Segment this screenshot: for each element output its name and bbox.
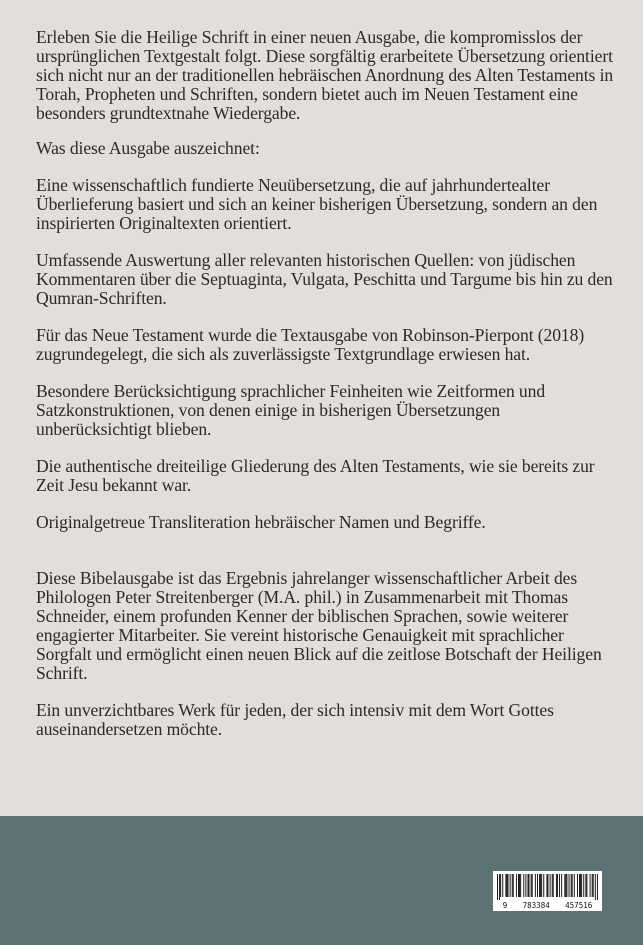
barcode-bar <box>505 874 506 897</box>
barcode-bar <box>586 874 587 897</box>
barcode-bar <box>528 874 529 897</box>
feature-item: Für das Neue Testament wurde die Textausgabe von Robinson-Pierpont (2018) zugrundegelegt, die sich als zuverlässigste Textgrundlage erwiesen hat. <box>36 325 585 364</box>
barcode-bar <box>540 874 541 897</box>
barcode-bar <box>497 874 498 900</box>
barcode-bar <box>595 874 596 900</box>
barcode-bar <box>548 874 549 897</box>
barcode-bar <box>539 874 540 897</box>
features-heading: Was diese Ausgabe auszeichnet: <box>36 138 260 158</box>
barcode-bar <box>579 874 580 897</box>
barcode-bar <box>502 874 503 897</box>
barcode-bar <box>531 874 532 897</box>
barcode-bar <box>525 874 526 897</box>
barcode-bar <box>564 874 565 897</box>
barcode-digit-group: 783384 <box>522 901 550 910</box>
barcode-bar <box>510 874 511 897</box>
barcode-bar <box>590 874 591 897</box>
barcode-bar <box>581 874 582 897</box>
barcode-bar <box>556 874 557 897</box>
barcode-bar <box>565 874 566 897</box>
barcode-bars <box>497 874 598 900</box>
closing-paragraph: Ein unverzichtbares Werk für jeden, der sich intensiv mit dem Wort Gottes auseinandersetzen möchte. <box>36 700 554 739</box>
barcode-bar <box>523 874 524 897</box>
barcode-bar <box>506 874 507 897</box>
barcode-bar <box>569 874 570 897</box>
intro-paragraph: Erleben Sie die Heilige Schrift in einer neuen Ausgabe, die kompromisslos der ursprünglichen Textgestalt folgt. Diese sorgfältig erarbeitete Übersetzung orientiert sich nicht nur an der traditionellen hebräischen Anordnung des Alten Testaments in Torah, Propheten und Schriften, sondern bietet auch im Neuen Testament eine besonders grundtextnahe Wiedergabe. <box>36 27 614 123</box>
barcode-bar <box>566 874 567 897</box>
barcode-bar <box>516 874 517 897</box>
barcode-bar <box>552 874 553 897</box>
barcode-bar <box>593 874 594 897</box>
barcode-bar <box>512 874 513 897</box>
barcode-bar <box>541 874 542 897</box>
feature-item: Umfassende Auswertung aller relevanten historischen Quellen: von jüdischen Kommentaren über die Septuaginta, Vulgata, Peschitta und Targume bis hin zu den Qumran-Schriften. <box>36 250 613 308</box>
barcode-bar <box>499 874 500 900</box>
barcode-bar <box>577 874 578 897</box>
barcode-bar <box>513 874 514 897</box>
barcode-bar <box>559 874 560 897</box>
barcode-bar <box>574 874 575 897</box>
barcode-bar <box>553 874 554 897</box>
barcode-bar <box>518 874 519 897</box>
about-paragraph: Diese Bibelausgabe ist das Ergebnis jahrelanger wissenschaftlicher Arbeit des Philologen Peter Streitenberger (M.A. phil.) in Zusammenarbeit mit Thomas Schneider, einem profunden Kenner der biblischen Sprachen, sowie weiterer engagierter Mitarbeiter. Sie vereint historische Genauigkeit mit sprachlicher Sorgfalt und ermöglicht einen neuen Blick auf die zeitlose Botschaft der Heiligen Schrift. <box>36 568 602 683</box>
barcode-bar <box>532 874 533 897</box>
feature-item: Die authentische dreiteilige Gliederung des Alten Testaments, wie sie bereits zur Zeit Jesu bekannt war. <box>36 456 595 495</box>
barcode-bar <box>592 874 593 897</box>
barcode-bar <box>508 874 509 897</box>
barcode-bar <box>500 874 501 897</box>
barcode-bar <box>520 874 521 897</box>
barcode-bar <box>543 874 544 897</box>
barcode-bar <box>583 874 584 897</box>
feature-item: Originalgetreue Transliteration hebräischer Namen und Begriffe. <box>36 512 486 532</box>
barcode-digit-group: 457516 <box>565 901 593 910</box>
barcode-bar <box>519 874 520 897</box>
barcode-bar <box>535 874 536 897</box>
barcode-bar <box>529 874 530 897</box>
barcode-digit-group: 9 <box>502 901 508 910</box>
barcode-bar <box>580 874 581 897</box>
barcode-bar <box>597 874 598 900</box>
barcode-bar <box>561 874 562 897</box>
feature-item: Eine wissenschaftlich fundierte Neuübersetzung, die auf jahrhundertealter Überlieferung basiert und sich an keiner bisherigen Übersetzung, sondern an den inspirierten Originaltexten orientiert. <box>36 175 598 233</box>
barcode-bar <box>585 874 586 897</box>
back-cover-text <box>36 28 616 739</box>
barcode-bar <box>550 874 551 897</box>
isbn-barcode <box>493 871 602 911</box>
feature-item: Besondere Berücksichtigung sprachlicher Feinheiten wie Zeitformen und Satzkonstruktionen, von denen einige in bisherigen Übersetzungen unberücksichtigt blieben. <box>36 381 546 439</box>
barcode-bar <box>537 874 538 897</box>
barcode-bar <box>571 874 572 897</box>
barcode-bar <box>572 874 573 897</box>
barcode-bar <box>557 874 558 897</box>
barcode-digits <box>493 901 602 910</box>
barcode-bar <box>546 874 547 897</box>
